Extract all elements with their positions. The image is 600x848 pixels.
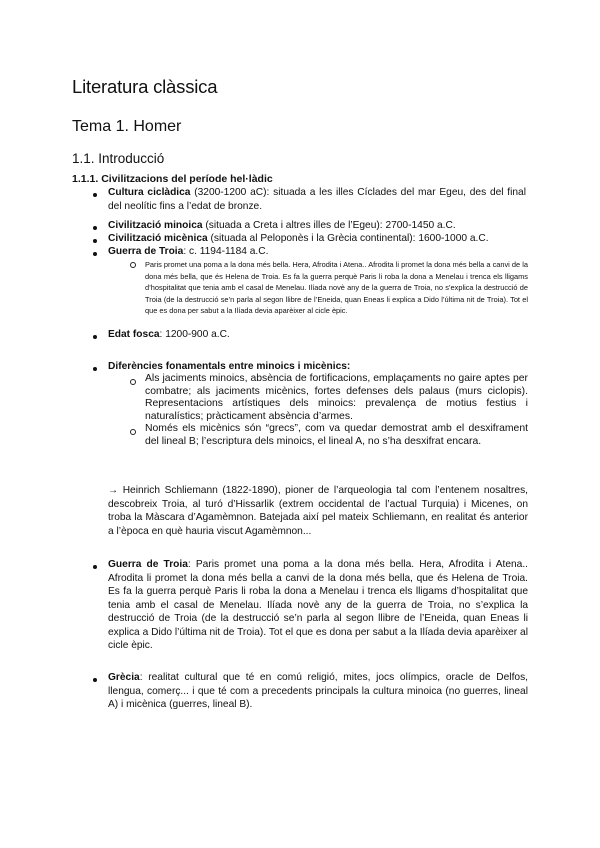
term: Guerra de Troia [108,559,188,570]
definition: : realitat cultural que té en comú religió, mites, jocs olímpics, oracle de Delfos, llengua, comerç... i que té com a precedents principals la cultura minoica (no guerres, lineal A) i micènica (guerres, lineal B). [108,672,528,710]
bullet-icon [93,193,97,197]
diferencia-item: Als jaciments minoics, absència de fortificacions, emplaçaments no gaire aptes per combatre; als jaciments micènics, fortes defenses dels palaus (murs ciclopis). Representacions artístiques dels minoics: prevalença de motius festius i naturalístics; pràcticament absència d’armes. [145,373,528,422]
definition: (3200-1200 aC): situada a les illes Cíclades del mar Egeu, des del final del neolític fins a l’edat de bronze. [108,187,526,212]
diferencia-item: Només els micènics són “grecs”, com va quedar demostrat amb el desxiframent del lineal B; l’escriptura dels minoics, el lineal A, no s’ha desxifrat encara. [145,423,528,447]
definition: : c. 1194-1184 a.C. [183,246,269,257]
definition: : Paris promet una poma a la dona més bella. Hera, Afrodita i Atena.. Afrodita li promet la dona més bella a canvi de la dona més bella, que és Helena de Troia. Es fa la guerra perquè Paris li roba la dona a Menelau i trenca els lligams d’hospitalitat que tenia amb el casal de Menelau. Ilíada novè any de la guerra de Troia, no s’explica la destrucció de Troia (de la destrucció se’n parla al segon llibre de l’Eneida, quan Eneas li explica a Dido l’última nit de Troia). Tot el que es dona per sabut a la Ilíada devia aparèixer al cicle èpic. [108,559,528,651]
list-item-guerra-troia [108,245,528,259]
bullet-icon [93,565,97,569]
sub-bullet-icon [130,429,136,435]
definition: (situada a Creta i altres illes de l’Egeu): 2700-1450 a.C. [202,220,456,231]
list-item-minoica [108,219,528,233]
bullet-icon [93,239,97,243]
term: Grècia [108,672,140,683]
list-item-cicladica [108,186,526,213]
bullet-icon [93,335,97,339]
list-item-guerra-troia-detail [108,558,528,653]
document-title: Literatura clàssica [72,76,218,97]
heading-subsection: 1.1.1. Civilitzacions del període hel·làdic [72,173,273,185]
list-item-grecia [108,671,528,712]
sub-bullet-icon [130,379,136,385]
term: Civilització micènica [108,233,208,244]
heading-tema: Tema 1. Homer [72,118,182,135]
term: Guerra de Troia [108,246,184,257]
term: Edat fosca [108,329,160,340]
definition: : 1200-900 a.C. [159,329,230,340]
bullet-icon [93,226,97,230]
schliemann-paragraph: → Heinrich Schliemann (1822-1890), pioner de l’arqueologia tal com l’entenem nosaltres, descobreix Troia, al turó d’Hissarlik (extrem occidental de l’actual Turquia) i Micenes, on troba la Màscara d’Agamèmnon. Batejada així pel mateix Schliemann, en realitat és anterior a l’època en què hauria viscut Agamèmnon... [108,485,528,537]
troia-note: Paris promet una poma a la dona més bella. Hera, Afrodita i Atena.. Afrodita li promet la dona més bella a canvi de la dona més bella, que és Helena de Troia. Es fa la guerra perquè Paris li roba la dona a Menelau i trenca els lligams d’hospitalitat que tenia amb el casal de Menelau. Ilíada novè any de la guerra de Troia, no s’explica la destrucció de Troia (de la destrucció se’n parla al segon llibre de l’Eneida, quan Eneas li explica a Dido l’última nit de Troia). Tot el que es dona per sabut a la Ilíada devia aparèixer al cicle èpic. [145,260,528,316]
bullet-icon [93,252,97,256]
heading-section: 1.1. Introducció [72,151,165,166]
sub-bullet-icon [130,262,136,268]
bullet-icon [93,367,97,371]
bullet-icon [93,678,97,682]
list-item-micenica [108,232,528,246]
term: Civilització minoica [108,220,203,231]
list-item-edat-fosca [108,328,528,342]
diferencies-heading: Diferències fonamentals entre minoics i micènics: [108,361,351,372]
term: Cultura ciclàdica [108,187,191,198]
definition: (situada al Peloponès i la Grècia continental): 1600-1000 a.C. [207,233,489,244]
